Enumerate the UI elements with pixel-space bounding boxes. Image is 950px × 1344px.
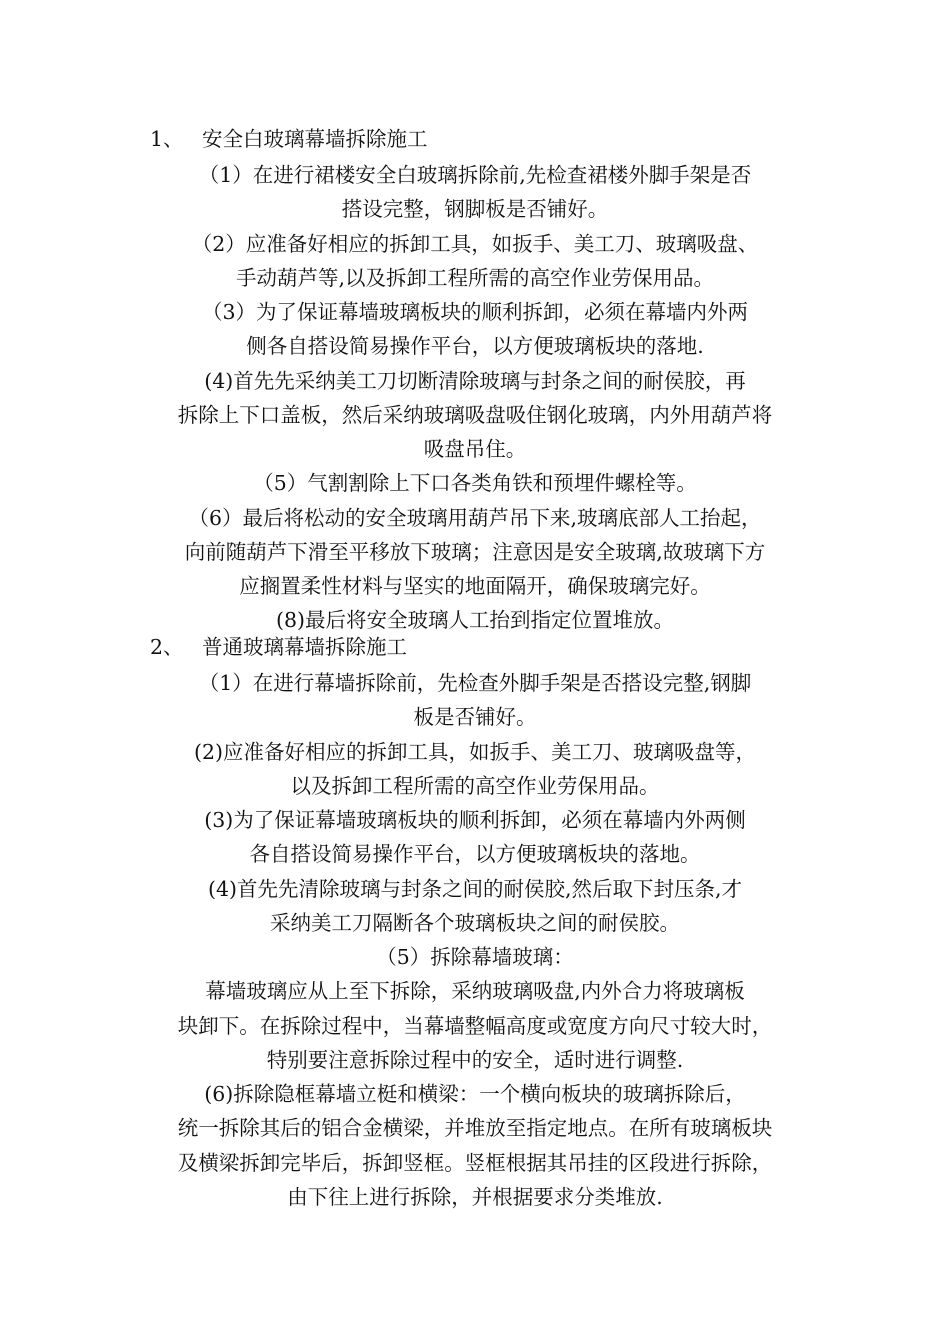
s1-line-4: 手动葫芦等,以及拆卸工程所需的高空作业劳保用品。 <box>235 266 714 290</box>
s1-line-10: （5）气割割除上下口各类角铁和预埋件螺栓等。 <box>253 471 697 495</box>
s2-line-9: （5）拆除幕墙玻璃： <box>376 945 574 969</box>
s2-line-15: 及横梁拆卸完毕后，拆卸竖框。竖框根据其吊挂的区段进行拆除， <box>177 1151 773 1175</box>
s2-line-11: 块卸下。在拆除过程中，当幕墙整幅高度或宽度方向尺寸较大时， <box>177 1014 773 1038</box>
section-2-number: 2、 <box>150 635 184 659</box>
s2-line-7: (4)首先先清除玻璃与封条之间的耐侯胶,然后取下封压条,才 <box>207 877 743 901</box>
section-2-heading <box>150 630 850 664</box>
s1-line-7: (4)首先先采纳美工刀切断清除玻璃与封条之间的耐侯胶，再 <box>204 369 746 393</box>
s2-line-14: 统一拆除其后的铝合金横梁，并堆放至指定地点。在所有玻璃板块 <box>177 1116 773 1140</box>
s2-line-16: 由下往上进行拆除，并根据要求分类堆放. <box>287 1185 663 1209</box>
s1-line-11: （6）最后将松动的安全玻璃用葫芦吊下来,玻璃底部人工抬起， <box>188 506 762 530</box>
s2-line-6: 各自搭设简易操作平台，以方便玻璃板块的落地。 <box>249 842 701 866</box>
s2-line-8: 采纳美工刀隔断各个玻璃板块之间的耐侯胶。 <box>270 911 680 935</box>
section-1-heading <box>150 122 850 156</box>
s1-line-3: （2）应准备好相应的拆卸工具，如扳手、美工刀、玻璃吸盘、 <box>191 232 759 256</box>
section-1-title: 安全白玻璃幕墙拆除施工 <box>202 127 428 151</box>
s1-line-9: 吸盘吊住。 <box>423 437 527 461</box>
s1-line-6: 侧各自搭设简易操作平台，以方便玻璃板块的落地. <box>246 334 704 358</box>
s2-line-13: (6)拆除隐框幕墙立梃和横梁：一个横向板块的玻璃拆除后， <box>204 1082 746 1106</box>
s2-line-3: (2)应准备好相应的拆卸工具，如扳手、美工刀、玻璃吸盘等， <box>193 740 757 764</box>
s1-line-12: 向前随葫芦下滑至平移放下玻璃；注意因是安全玻璃,故玻璃下方 <box>184 540 766 564</box>
s1-line-1: （1）在进行裙楼安全白玻璃拆除前,先检查裙楼外脚手架是否 <box>198 163 752 187</box>
s2-line-5: (3)为了保证幕墙玻璃板块的顺利拆卸，必须在幕墙内外两侧 <box>204 808 746 832</box>
s2-line-1: （1）在进行幕墙拆除前，先检查外脚手架是否搭设完整,钢脚 <box>198 671 752 695</box>
section-1-number: 1、 <box>150 127 184 151</box>
s2-line-4: 以及拆卸工程所需的高空作业劳保用品。 <box>290 774 660 798</box>
s1-line-14: (8)最后将安全玻璃人工抬到指定位置堆放。 <box>275 608 675 632</box>
s1-line-5: （3）为了保证幕墙玻璃板块的顺利拆卸，必须在幕墙内外两 <box>201 300 749 324</box>
s2-line-12: 特别要注意拆除过程中的安全，适时进行调整. <box>266 1048 684 1072</box>
s2-line-10: 幕墙玻璃应从上至下拆除，采纳玻璃吸盘,内外合力将玻璃板 <box>205 979 745 1003</box>
s1-line-13: 应搁置柔性材料与坚实的地面隔开，确保玻璃完好。 <box>239 574 711 598</box>
s1-line-2: 搭设完整，钢脚板是否铺好。 <box>341 197 609 221</box>
section-2-title: 普通玻璃幕墙拆除施工 <box>202 635 407 659</box>
s1-line-8: 拆除上下口盖板，然后采纳玻璃吸盘吸住钢化玻璃，内外用葫芦将 <box>177 403 773 427</box>
s2-line-2: 板是否铺好。 <box>413 705 537 729</box>
